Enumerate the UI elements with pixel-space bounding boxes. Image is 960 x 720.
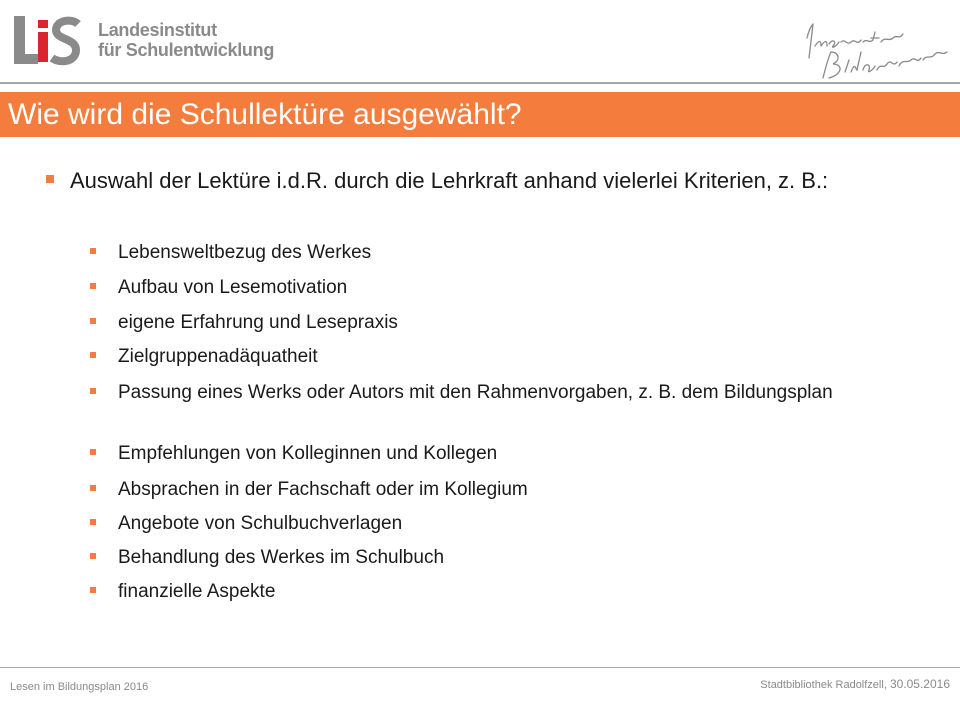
- main-bullet-text: Auswahl der Lektüre i.d.R. durch die Lehrkraft anhand vielerlei Kriterien, z. B.:: [70, 168, 829, 193]
- square-bullet-icon: [90, 553, 96, 559]
- sub-bullet-text: Zielgruppenadäquatheit: [118, 346, 318, 367]
- square-bullet-icon: [90, 449, 96, 455]
- square-bullet-icon: [90, 587, 96, 593]
- logo-wordmark: [98, 20, 274, 60]
- sub-bullet-text: finanzielle Aspekte: [118, 581, 276, 602]
- sub-bullet-text: eigene Erfahrung und Lesepraxis: [118, 312, 398, 333]
- sub-bullet-text: Aufbau von Lesemotivation: [118, 277, 348, 298]
- sub-bullet-text: Lebensweltbezug des Werkes: [118, 242, 372, 263]
- footer-right-text: [760, 677, 950, 691]
- square-bullet-icon: [90, 485, 96, 491]
- footer-divider: [0, 667, 960, 668]
- logo-line-1: Landesinstitut: [98, 20, 217, 40]
- sub-bullet-text: Absprachen in der Fachschaft oder im Kollegium: [118, 479, 528, 500]
- footer-left-text: Lesen im Bildungsplan 2016: [10, 681, 149, 693]
- slide-title: Wie wird die Schullektüre ausgewählt?: [8, 98, 522, 131]
- sub-bullet-text: Passung eines Werks oder Autors mit den Rahmenvorgaben, z. B. dem Bildungsplan: [118, 382, 833, 403]
- square-bullet-icon: [90, 519, 96, 525]
- square-bullet-icon: [90, 318, 96, 324]
- title-bar: [0, 92, 960, 137]
- lis-logo-icon: [12, 16, 82, 68]
- header-divider: [0, 82, 960, 84]
- square-bullet-icon: [90, 248, 96, 254]
- footer-date: 30.05.2016: [889, 677, 950, 691]
- footer-place: Stadtbibliothek Radolfzell,: [760, 679, 887, 691]
- slogan-handwriting: [795, 12, 955, 90]
- square-bullet-icon: [46, 175, 54, 183]
- square-bullet-icon: [90, 352, 96, 358]
- logo-line-2: für Schulentwicklung: [98, 40, 275, 60]
- sub-bullet-text: Behandlung des Werkes im Schulbuch: [118, 547, 445, 568]
- square-bullet-icon: [90, 283, 96, 289]
- sub-bullet-text: Empfehlungen von Kolleginnen und Kollegen: [118, 443, 498, 464]
- sub-bullet-text: Angebote von Schulbuchverlagen: [118, 513, 403, 534]
- square-bullet-icon: [90, 388, 96, 394]
